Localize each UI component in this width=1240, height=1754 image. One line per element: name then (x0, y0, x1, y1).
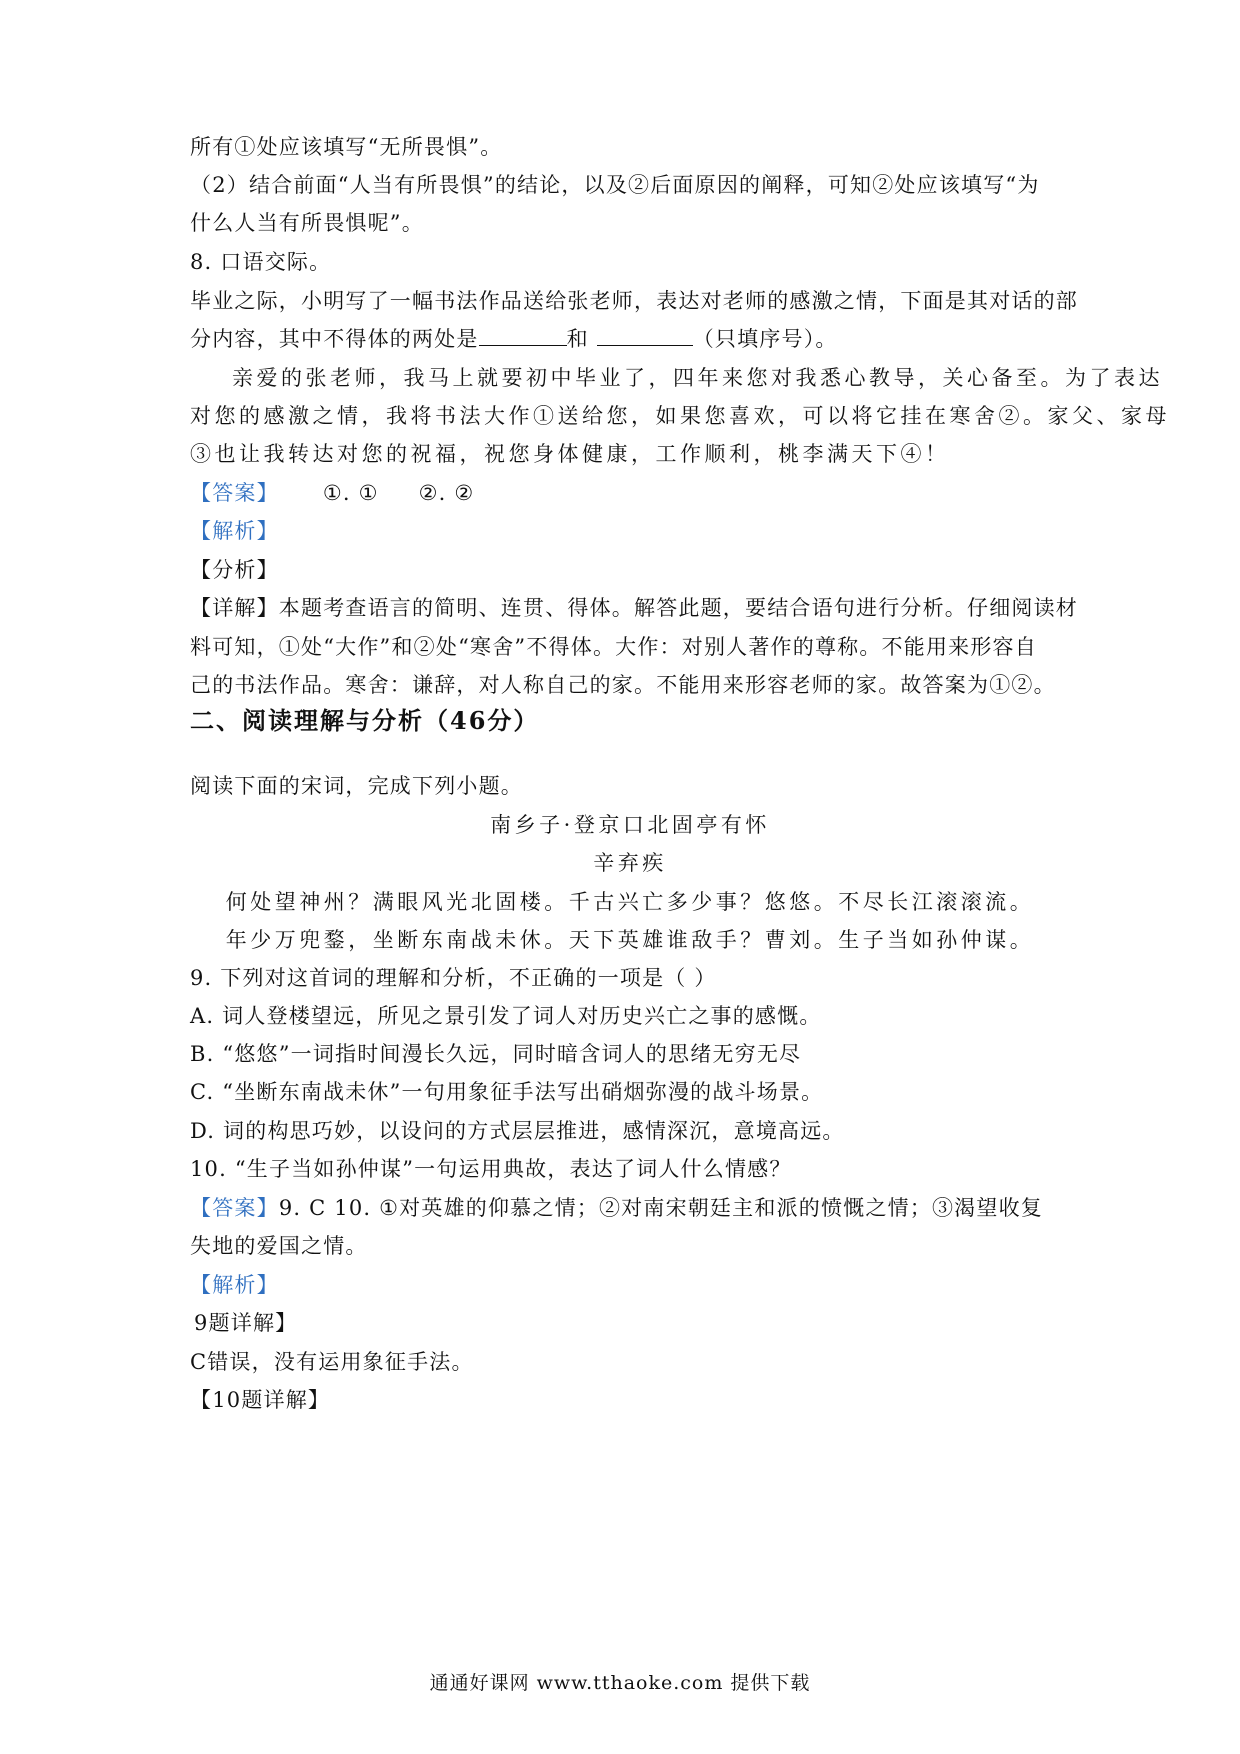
section-heading: 二、阅读理解与分析（46分） (190, 706, 540, 735)
text-segment: 分内容，其中不得体的两处是 (190, 327, 479, 351)
letter-line: ③也让我转达对您的祝福，祝您身体健康，工作顺利，桃李满天下④！ (190, 442, 950, 466)
text-line: C错误，没有运用象征手法。 (190, 1350, 474, 1374)
text-line: 所有①处应该填写“无所畏惧”。 (190, 135, 503, 159)
question-8-title: 8. 口语交际。 (190, 250, 332, 274)
question-9: 9. 下列对这首词的理解和分析，不正确的一项是（ ） (190, 966, 717, 990)
analysis-label: 【解析】 (190, 519, 279, 543)
answer-row (190, 478, 1070, 508)
poem-line: 何处望神州？满眼风光北固楼。千古兴亡多少事？悠悠。不尽长江滚滚流。 (225, 890, 1035, 914)
option-a: A. 词人登楼望远，所见之景引发了词人对历史兴亡之事的感慨。 (190, 1004, 822, 1028)
reading-intro: 阅读下面的宋词，完成下列小题。 (190, 774, 523, 798)
poem-author: 辛弃疾 (593, 851, 667, 875)
answer-label: 【答案】 (190, 1196, 279, 1220)
letter-line: 对您的感激之情，我将书法大作①送给您，如果您喜欢，可以将它挂在寒舍②。家父、家母 (190, 404, 1170, 428)
answer-text: 9. C 10. ①对英雄的仰慕之情；②对南宋朝廷主和派的愤慨之情；③渴望收复 (278, 1196, 1043, 1220)
fenxi-label: 【分析】 (190, 558, 279, 582)
text-line: 毕业之际，小明写了一幅书法作品送给张老师，表达对老师的感激之情，下面是其对话的部 (190, 289, 1078, 313)
question-8-blank-line (190, 324, 1070, 354)
answer-blank-1 (479, 325, 567, 346)
answer-value-1: ①. ① (322, 481, 379, 505)
text-line: 失地的爱国之情。 (190, 1234, 368, 1258)
option-b: B. “悠悠”一词指时间漫长久远，同时暗含词人的思绪无穷无尽 (190, 1042, 802, 1066)
answer-blank-2 (597, 325, 693, 346)
poem-title: 南乡子·登京口北固亭有怀 (490, 813, 770, 837)
text-segment: （只填序号）。 (692, 327, 838, 351)
answer-row-2 (190, 1193, 1070, 1223)
answer-value-2: ②. ② (418, 481, 475, 505)
answer-label: 【答案】 (190, 481, 279, 505)
letter-line: 亲爱的张老师，我马上就要初中毕业了，四年来您对我悉心教导，关心备至。为了表达 (232, 366, 1163, 390)
question-10: 10. “生子当如孙仲谋”一句运用典故，表达了词人什么情感？ (190, 1157, 792, 1181)
page-footer: 通通好课网 www.tthaoke.com 提供下载 (429, 1672, 811, 1694)
option-d: D. 词的构思巧妙，以设问的方式层层推进，感情深沉，意境高远。 (190, 1119, 845, 1143)
text-line: 什么人当有所畏惧呢”。 (190, 211, 424, 235)
text-line: 料可知，①处“大作”和②处“寒舍”不得体。大作：对别人著作的尊称。不能用来形容自 (190, 635, 1037, 659)
analysis-label: 【解析】 (190, 1273, 279, 1297)
text-line: 【详解】本题考查语言的简明、连贯、得体。解答此题，要结合语句进行分析。仔细阅读材 (190, 596, 1078, 620)
option-c: C. “坐断东南战未休”一句用象征手法写出硝烟弥漫的战斗场景。 (190, 1080, 824, 1104)
poem-line: 年少万兜鍪，坐断东南战未休。天下英雄谁敌手？曹刘。生子当如孙仲谋。 (225, 928, 1035, 952)
q9-detail-label: 9题详解】 (194, 1311, 298, 1335)
q10-detail-label: 【10题详解】 (190, 1388, 331, 1412)
text-segment: 和 (566, 327, 589, 351)
text-line: 己的书法作品。寒舍：谦辞，对人称自己的家。不能用来形容老师的家。故答案为①②。 (190, 673, 1056, 697)
text-line: （2）结合前面“人当有所畏惧”的结论，以及②后面原因的阐释，可知②处应该填写“为 (190, 173, 1040, 197)
